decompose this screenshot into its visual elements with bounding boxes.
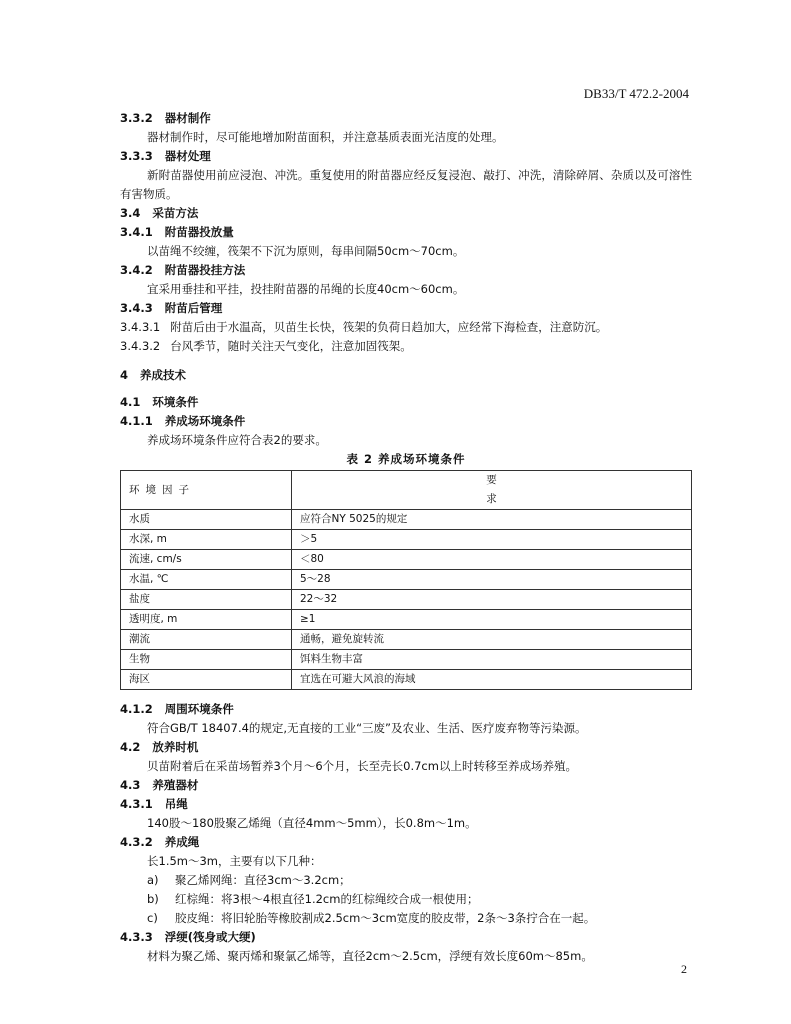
table-cell: 生物 — [121, 650, 292, 670]
table-row — [121, 550, 692, 570]
section-number: 4.3.3 — [120, 930, 153, 944]
list-label: a) — [147, 873, 159, 887]
table-row — [121, 590, 692, 610]
section-title: 吊绳 — [164, 797, 188, 811]
section-title: 周围环境条件 — [164, 702, 234, 716]
paragraph: 器材制作时，尽可能地增加附苗面积，并注意基质表面光洁度的处理。 — [147, 130, 504, 144]
table-cell: 流速, cm/s — [121, 550, 292, 570]
table-cell: 水温, ℃ — [121, 570, 292, 590]
paragraph: 台风季节，随时关注天气变化，注意加固筏架。 — [170, 339, 412, 353]
table-cell: ≥1 — [292, 610, 692, 630]
paragraph: 附苗后由于水温高，贝苗生长快，筏架的负荷日趋加大，应经常下海检查，注意防沉。 — [170, 320, 608, 334]
section-number: 4.3 — [120, 778, 141, 792]
section-number: 4.1 — [120, 395, 141, 409]
table-row — [121, 650, 692, 670]
page-number: 2 — [681, 962, 687, 976]
paragraph: 贝苗附着后在采苗场暂养3个月～6个月，长至壳长0.7cm以上时转移至养成场养殖。 — [147, 759, 577, 773]
paragraph: 长1.5m～3m，主要有以下几种： — [147, 854, 322, 868]
section-heading — [120, 776, 692, 795]
table-cell: 应符合NY 5025的规定 — [292, 510, 692, 530]
table-row — [121, 630, 692, 650]
list-item — [147, 909, 692, 928]
paragraph: 宜采用垂挂和平挂，投挂附苗器的吊绳的长度40cm～60cm。 — [147, 282, 465, 296]
table-cell: ＞5 — [292, 530, 692, 550]
table-cell: 宜选在可避大风浪的海域 — [292, 670, 692, 690]
table-cell: 透明度, m — [121, 610, 292, 630]
section-heading — [120, 833, 692, 852]
list-text: 聚乙烯网绳：直径3cm～3.2cm； — [175, 873, 351, 887]
section-heading — [120, 299, 692, 318]
column-header: 环境因子 — [121, 471, 292, 510]
section-title: 附苗后管理 — [164, 301, 223, 315]
list-text: 胶皮绳：将旧轮胎等橡胶割成2.5cm～3cm宽度的胶皮带，2条～3条拧合在一起。 — [175, 911, 596, 925]
section-title: 器材处理 — [164, 149, 211, 163]
table-row — [121, 570, 692, 590]
chapter-heading — [120, 366, 692, 385]
list-item — [147, 871, 692, 890]
table-row — [121, 670, 692, 690]
section-title: 环境条件 — [152, 395, 199, 409]
section-heading — [120, 928, 692, 947]
section-heading — [120, 700, 692, 719]
section-number: 3.4 — [120, 206, 141, 220]
section-number: 4.1.2 — [120, 702, 153, 716]
section-number: 3.3.3 — [120, 149, 153, 163]
table-row — [121, 530, 692, 550]
table-cell: 通畅，避免旋转流 — [292, 630, 692, 650]
paragraph: 新附苗器使用前应浸泡、冲洗。重复使用的附苗器应经反复浸泡、敲打、冲洗，清除碎屑、杂质以及可溶性有害物质。 — [120, 168, 692, 201]
section-number: 4 — [120, 368, 129, 382]
section-heading — [120, 223, 692, 242]
document-body — [120, 109, 692, 966]
section-heading — [120, 795, 692, 814]
table-cell: ＜80 — [292, 550, 692, 570]
document-id: DB33/T 472.2-2004 — [583, 86, 689, 101]
section-heading — [120, 109, 692, 128]
subsection-paragraph — [120, 318, 692, 337]
section-title: 附苗器投放量 — [164, 225, 234, 239]
table-header-row — [121, 471, 692, 510]
table-cell: 5～28 — [292, 570, 692, 590]
list-item — [147, 890, 692, 909]
table-row — [121, 510, 692, 530]
list-label: b) — [147, 892, 159, 906]
table-cell: 海区 — [121, 670, 292, 690]
table-cell: 盐度 — [121, 590, 292, 610]
environment-table — [120, 470, 692, 690]
paragraph: 以苗绳不绞缠，筏架不下沉为原则，每串间隔50cm～70cm。 — [147, 244, 465, 258]
paragraph: 140股～180股聚乙烯绳（直径4mm～5mm），长0.8m～1m。 — [147, 816, 477, 830]
section-number: 3.4.3 — [120, 301, 153, 315]
section-heading — [120, 261, 692, 280]
section-number: 3.4.2 — [120, 263, 153, 277]
section-title: 养殖器材 — [152, 778, 199, 792]
section-number: 4.3.2 — [120, 835, 153, 849]
section-title: 采苗方法 — [152, 206, 199, 220]
section-heading — [120, 412, 692, 431]
section-number: 3.3.2 — [120, 111, 153, 125]
section-number: 4.2 — [120, 740, 141, 754]
section-title: 器材制作 — [164, 111, 211, 125]
section-number: 3.4.1 — [120, 225, 153, 239]
table-cell: 饵料生物丰富 — [292, 650, 692, 670]
table-cell: 水深, m — [121, 530, 292, 550]
table-row — [121, 610, 692, 630]
paragraph: 材料为聚乙烯、聚丙烯和聚氯乙烯等，直径2cm～2.5cm，浮绠有效长度60m～85m。 — [147, 949, 593, 963]
section-number: 3.4.3.1 — [120, 320, 161, 334]
section-number: 3.4.3.2 — [120, 339, 161, 353]
list-label: c) — [147, 911, 158, 925]
table-cell: 22～32 — [292, 590, 692, 610]
section-heading — [120, 393, 692, 412]
section-title: 养成场环境条件 — [164, 414, 246, 428]
section-title: 养成绳 — [164, 835, 200, 849]
section-title: 放养时机 — [152, 740, 199, 754]
paragraph: 符合GB/T 18407.4的规定,无直接的工业“三废”及农业、生活、医疗废弃物等污染源。 — [147, 721, 587, 735]
section-heading — [120, 204, 692, 223]
column-header: 要求 — [292, 471, 692, 510]
section-heading — [120, 738, 692, 757]
section-title: 附苗器投挂方法 — [164, 263, 246, 277]
paragraph: 养成场环境条件应符合表2的要求。 — [147, 433, 327, 447]
table-cell: 潮流 — [121, 630, 292, 650]
subsection-paragraph — [120, 337, 692, 356]
section-title: 养成技术 — [140, 368, 187, 382]
list-text: 红棕绳：将3根～4根直径1.2cm的红棕绳绞合成一根使用； — [175, 892, 479, 906]
section-title: 浮绠(筏身或大绠) — [164, 930, 256, 944]
table-title: 表 2 养成场环境条件 — [346, 452, 466, 466]
section-number: 4.3.1 — [120, 797, 153, 811]
section-heading — [120, 147, 692, 166]
section-number: 4.1.1 — [120, 414, 153, 428]
table-cell: 水质 — [121, 510, 292, 530]
